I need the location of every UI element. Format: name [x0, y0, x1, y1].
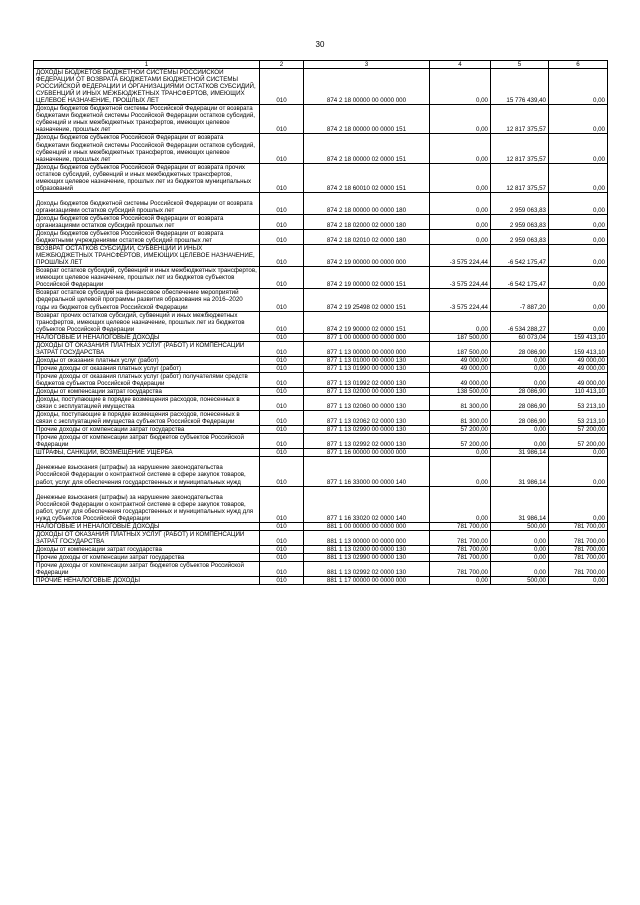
- row-label: Доходы, поступающие в порядке возмещения расходов, понесенных в связи с эксплуатацией имущества: [36, 396, 240, 411]
- row-label: Доходы от оказания платных услуг (работ): [36, 356, 159, 364]
- cell-unexecuted: 0,00: [549, 134, 608, 163]
- table-row: [34, 341, 608, 356]
- cell-executed: 31 986,14: [491, 457, 549, 486]
- cell-unexecuted: 781 700,00: [549, 545, 608, 553]
- cell-approved: -3 575 224,44: [430, 289, 491, 311]
- cell-line-code: 010: [260, 562, 304, 577]
- cell-unexecuted: 0,00: [549, 289, 608, 311]
- cell-approved: 49 000,00: [430, 364, 491, 372]
- cell-unexecuted: 0,00: [549, 69, 608, 105]
- cell-unexecuted: 0,00: [549, 311, 608, 333]
- cell-approved: 187 500,00: [430, 333, 491, 341]
- cell-name: [34, 486, 260, 522]
- row-label: Возврат прочих остатков субсидий, субвенций и иных межбюджетных трансфертов, имеющих целевое назначение, прошлых лет из бюджетов субъектов Российской Федерации: [36, 311, 245, 333]
- cell-executed: -6 542 175,47: [491, 267, 549, 289]
- cell-executed: 12 817 375,57: [491, 163, 549, 192]
- cell-line-code: 010: [260, 333, 304, 341]
- cell-unexecuted: 57 200,00: [549, 426, 608, 434]
- cell-budget-code: 881 1 13 02990 00 0000 130: [304, 553, 430, 561]
- cell-approved: 0,00: [430, 457, 491, 486]
- row-label: Доходы бюджетов субъектов Российской Федерации от возврата прочих остатков субсидий, субвенций и иных межбюджетных трансфертов, имеющих целевое назначение, прошлых лет из бюджетов муниципальных образований: [36, 163, 252, 192]
- column-header: 4: [430, 61, 491, 69]
- cell-budget-code: 877 1 13 02990 00 0000 130: [304, 426, 430, 434]
- cell-budget-code: 877 1 13 02062 02 0000 130: [304, 411, 430, 426]
- page-number: 30: [315, 40, 325, 49]
- cell-name: [34, 522, 260, 530]
- cell-name: [34, 411, 260, 426]
- cell-executed: -7 887,20: [491, 289, 549, 311]
- cell-name: [34, 267, 260, 289]
- cell-line-code: 010: [260, 69, 304, 105]
- cell-unexecuted: 49 000,00: [549, 356, 608, 364]
- cell-approved: 0,00: [430, 105, 491, 134]
- cell-unexecuted: 0,00: [549, 486, 608, 522]
- cell-executed: 0,00: [491, 545, 549, 553]
- row-label: Доходы, поступающие в порядке возмещения расходов, понесенных в связи с эксплуатацией имущества субъектов Российской Федерации: [36, 411, 240, 426]
- cell-unexecuted: 159 413,10: [549, 341, 608, 356]
- cell-unexecuted: 110 413,10: [549, 388, 608, 396]
- cell-budget-code: 874 2 18 00000 00 0000 000: [304, 69, 430, 105]
- cell-budget-code: 877 1 13 02060 00 0000 130: [304, 396, 430, 411]
- cell-budget-code: 874 2 18 00000 00 0000 180: [304, 192, 430, 214]
- table-row: [34, 426, 608, 434]
- cell-line-code: 010: [260, 372, 304, 387]
- cell-line-code: 010: [260, 364, 304, 372]
- cell-executed: 0,00: [491, 530, 549, 545]
- cell-line-code: 010: [260, 356, 304, 364]
- cell-line-code: 010: [260, 245, 304, 267]
- cell-executed: 15 776 439,40: [491, 69, 549, 105]
- header-row: [34, 61, 608, 69]
- cell-approved: 81 300,00: [430, 396, 491, 411]
- row-label: Прочие доходы от компенсации затрат государства: [36, 426, 185, 434]
- cell-approved: 57 200,00: [430, 426, 491, 434]
- cell-approved: 0,00: [430, 134, 491, 163]
- table-row: [34, 289, 608, 311]
- cell-budget-code: 874 2 19 25498 02 0000 151: [304, 289, 430, 311]
- table-row: [34, 457, 608, 486]
- cell-line-code: 010: [260, 545, 304, 553]
- cell-budget-code: 881 1 17 00000 00 0000 000: [304, 577, 430, 585]
- cell-name: [34, 105, 260, 134]
- cell-budget-code: 874 2 18 60010 02 0000 151: [304, 163, 430, 192]
- cell-budget-code: 881 1 13 02992 02 0000 130: [304, 562, 430, 577]
- cell-unexecuted: 0,00: [549, 449, 608, 457]
- cell-approved: 138 500,00: [430, 388, 491, 396]
- cell-line-code: 010: [260, 522, 304, 530]
- row-label: ДОХОДЫ ОТ ОКАЗАНИЯ ПЛАТНЫХ УСЛУГ (РАБОТ) И КОМПЕНСАЦИИ ЗАТРАТ ГОСУДАРСТВА: [36, 530, 245, 545]
- row-label: Прочие доходы от компенсации затрат государства: [36, 553, 185, 561]
- cell-name: [34, 289, 260, 311]
- cell-executed: -6 542 175,47: [491, 245, 549, 267]
- table-row: [34, 230, 608, 245]
- cell-executed: 0,00: [491, 434, 549, 449]
- table-row: [34, 364, 608, 372]
- row-label: Доходы бюджетов бюджетной системы Российской Федерации от возврата бюджетами бюджетной системы Российской Федерации остатков субсидий, субвенций и иных межбюджетных трансфертов, имеющих целевое назначение, прошлых лет: [36, 105, 256, 134]
- table-row: [34, 411, 608, 426]
- cell-unexecuted: 0,00: [549, 245, 608, 267]
- row-label: Доходы бюджетов бюджетной системы Российской Федерации от возврата организациями остатков субсидий прошлых лет: [36, 199, 253, 214]
- cell-line-code: 010: [260, 230, 304, 245]
- row-label: ДОХОДЫ ОТ ОКАЗАНИЯ ПЛАТНЫХ УСЛУГ (РАБОТ) И КОМПЕНСАЦИИ ЗАТРАТ ГОСУДАРСТВА: [36, 341, 245, 356]
- table-row: [34, 245, 608, 267]
- cell-name: [34, 553, 260, 561]
- cell-name: [34, 577, 260, 585]
- cell-approved: 57 200,00: [430, 434, 491, 449]
- table-row: [34, 69, 608, 105]
- cell-budget-code: 881 1 13 00000 00 0000 000: [304, 530, 430, 545]
- cell-line-code: 010: [260, 267, 304, 289]
- column-header: 3: [304, 61, 430, 69]
- cell-executed: 0,00: [491, 562, 549, 577]
- cell-budget-code: 874 2 18 00000 00 0000 151: [304, 105, 430, 134]
- table-row: [34, 163, 608, 192]
- cell-executed: 28 086,90: [491, 396, 549, 411]
- table-row: [34, 562, 608, 577]
- cell-name: [34, 192, 260, 214]
- cell-name: [34, 457, 260, 486]
- cell-name: [34, 230, 260, 245]
- cell-line-code: 010: [260, 577, 304, 585]
- cell-executed: 0,00: [491, 356, 549, 364]
- cell-budget-code: 877 1 13 01992 02 0000 130: [304, 372, 430, 387]
- table-row: [34, 577, 608, 585]
- row-label: Прочие доходы от компенсации затрат бюджетов субъектов Российской Федерации: [36, 562, 244, 577]
- cell-line-code: 010: [260, 214, 304, 229]
- cell-executed: 0,00: [491, 372, 549, 387]
- cell-unexecuted: 0,00: [549, 163, 608, 192]
- cell-name: [34, 311, 260, 333]
- row-label: Денежные взыскания (штрафы) за нарушение законодательства Российской Федерации о контрактной системе в сфере закупок товаров, работ, услуг для обеспечения государственных и муниципальных нужд: [36, 464, 246, 486]
- cell-executed: -6 534 288,27: [491, 311, 549, 333]
- row-label: Доходы бюджетов субъектов Российской Федерации от возврата бюджетными учреждениями остатков субсидий прошлых лет: [36, 230, 224, 245]
- cell-unexecuted: 0,00: [549, 230, 608, 245]
- table-row: [34, 545, 608, 553]
- cell-budget-code: 877 1 13 00000 00 0000 000: [304, 341, 430, 356]
- table-row: [34, 396, 608, 411]
- cell-line-code: 010: [260, 486, 304, 522]
- table-row: [34, 522, 608, 530]
- cell-name: [34, 356, 260, 364]
- cell-name: [34, 364, 260, 372]
- table-row: [34, 530, 608, 545]
- cell-executed: 2 959 063,83: [491, 192, 549, 214]
- cell-line-code: 010: [260, 311, 304, 333]
- cell-name: [34, 388, 260, 396]
- cell-unexecuted: 57 200,00: [549, 434, 608, 449]
- row-label: НАЛОГОВЫЕ И НЕНАЛОГОВЫЕ ДОХОДЫ: [36, 333, 160, 341]
- cell-name: [34, 372, 260, 387]
- row-label: Доходы от компенсации затрат государства: [36, 388, 162, 396]
- cell-approved: 0,00: [430, 449, 491, 457]
- cell-budget-code: 877 1 00 00000 00 0000 000: [304, 333, 430, 341]
- cell-unexecuted: 0,00: [549, 577, 608, 585]
- cell-budget-code: 874 2 19 00000 00 0000 000: [304, 245, 430, 267]
- cell-unexecuted: 0,00: [549, 105, 608, 134]
- cell-executed: 31 986,14: [491, 486, 549, 522]
- cell-executed: 28 086,90: [491, 411, 549, 426]
- cell-approved: 0,00: [430, 214, 491, 229]
- row-label: ПРОЧИЕ НЕНАЛОГОВЫЕ ДОХОДЫ: [36, 577, 140, 585]
- cell-unexecuted: 159 413,10: [549, 333, 608, 341]
- cell-name: [34, 163, 260, 192]
- cell-line-code: 010: [260, 163, 304, 192]
- cell-line-code: 010: [260, 434, 304, 449]
- cell-name: [34, 545, 260, 553]
- column-header: 1: [34, 61, 260, 69]
- cell-unexecuted: 53 213,10: [549, 396, 608, 411]
- row-label: Прочие доходы от оказания платных услуг (работ): [36, 364, 182, 372]
- cell-unexecuted: 53 213,10: [549, 411, 608, 426]
- cell-budget-code: 874 2 18 02010 02 0000 180: [304, 230, 430, 245]
- table-row: [34, 333, 608, 341]
- table-row: [34, 214, 608, 229]
- cell-executed: 31 986,14: [491, 449, 549, 457]
- cell-name: [34, 214, 260, 229]
- cell-budget-code: 877 1 13 01000 00 0000 130: [304, 356, 430, 364]
- cell-budget-code: 877 1 13 01990 00 0000 130: [304, 364, 430, 372]
- cell-unexecuted: 0,00: [549, 267, 608, 289]
- cell-line-code: 010: [260, 426, 304, 434]
- cell-name: [34, 134, 260, 163]
- cell-line-code: 010: [260, 449, 304, 457]
- row-label: НАЛОГОВЫЕ И НЕНАЛОГОВЫЕ ДОХОДЫ: [36, 522, 160, 530]
- row-label: Денежные взыскания (штрафы) за нарушение законодательства Российской Федерации о контрактной системе в сфере закупок товаров, работ, услуг для обеспечения государственных и муниципальных нужд для нужд субъектов Российской Федерации: [36, 493, 254, 522]
- cell-approved: 0,00: [430, 311, 491, 333]
- cell-executed: 2 959 063,83: [491, 214, 549, 229]
- row-label: ВОЗВРАТ ОСТАТКОВ СУБСИДИЙ, СУБВЕНЦИЙ И ИНЫХ МЕЖБЮДЖЕТНЫХ ТРАНСФЕРТОВ, ИМЕЮЩИХ ЦЕЛЕВОЕ НАЗНАЧЕНИЕ, ПРОШЛЫХ ЛЕТ: [36, 245, 255, 267]
- cell-name: [34, 69, 260, 105]
- cell-line-code: 010: [260, 457, 304, 486]
- cell-executed: 60 073,04: [491, 333, 549, 341]
- cell-executed: 12 817 375,57: [491, 105, 549, 134]
- revenue-table: [33, 60, 608, 585]
- cell-name: [34, 245, 260, 267]
- table-row: [34, 311, 608, 333]
- cell-executed: 12 817 375,57: [491, 134, 549, 163]
- cell-approved: 49 000,00: [430, 356, 491, 364]
- row-label: Доходы бюджетов субъектов Российской Федерации от возврата бюджетами бюджетной системы Российской Федерации остатков субсидий, субвенций и иных межбюджетных трансфертов, имеющих целевое назначение, прошлых лет: [36, 134, 256, 163]
- row-label: Возврат остатков субсидий, субвенций и иных межбюджетных трансфертов, имеющих целевое назначение, прошлых лет из бюджетов субъектов Российской Федерации: [36, 267, 257, 289]
- cell-name: [34, 562, 260, 577]
- cell-unexecuted: 0,00: [549, 214, 608, 229]
- cell-approved: -3 575 224,44: [430, 245, 491, 267]
- cell-approved: 0,00: [430, 192, 491, 214]
- cell-line-code: 010: [260, 530, 304, 545]
- cell-budget-code: 877 1 13 02000 00 0000 130: [304, 388, 430, 396]
- cell-approved: 0,00: [430, 577, 491, 585]
- cell-unexecuted: 781 700,00: [549, 530, 608, 545]
- cell-budget-code: 874 2 18 02000 02 0000 180: [304, 214, 430, 229]
- table-row: [34, 356, 608, 364]
- cell-approved: 0,00: [430, 163, 491, 192]
- cell-approved: 781 700,00: [430, 530, 491, 545]
- cell-approved: 0,00: [430, 230, 491, 245]
- cell-line-code: 010: [260, 553, 304, 561]
- cell-executed: 0,00: [491, 426, 549, 434]
- cell-approved: 49 000,00: [430, 372, 491, 387]
- cell-line-code: 010: [260, 396, 304, 411]
- cell-budget-code: 881 1 00 00000 00 0000 000: [304, 522, 430, 530]
- cell-budget-code: 874 2 19 90000 02 0000 151: [304, 311, 430, 333]
- cell-executed: 28 086,90: [491, 341, 549, 356]
- cell-name: [34, 530, 260, 545]
- table-row: [34, 192, 608, 214]
- column-header: 6: [549, 61, 608, 69]
- table-row: [34, 553, 608, 561]
- table-row: [34, 105, 608, 134]
- row-label: ШТРАФЫ, САНКЦИИ, ВОЗМЕЩЕНИЕ УЩЕРБА: [36, 449, 173, 457]
- cell-unexecuted: 0,00: [549, 457, 608, 486]
- cell-budget-code: 881 1 13 02000 00 0000 130: [304, 545, 430, 553]
- cell-executed: 0,00: [491, 364, 549, 372]
- cell-unexecuted: 49 000,00: [549, 364, 608, 372]
- cell-unexecuted: 0,00: [549, 192, 608, 214]
- table-row: [34, 449, 608, 457]
- cell-name: [34, 434, 260, 449]
- cell-unexecuted: 781 700,00: [549, 522, 608, 530]
- cell-executed: 2 959 063,83: [491, 230, 549, 245]
- table-body: [34, 69, 608, 585]
- row-label: Доходы от компенсации затрат государства: [36, 545, 162, 553]
- cell-line-code: 010: [260, 192, 304, 214]
- cell-line-code: 010: [260, 134, 304, 163]
- cell-unexecuted: 781 700,00: [549, 562, 608, 577]
- cell-approved: 0,00: [430, 486, 491, 522]
- cell-budget-code: 877 1 13 02992 02 0000 130: [304, 434, 430, 449]
- cell-budget-code: 874 2 19 00000 02 0000 151: [304, 267, 430, 289]
- cell-line-code: 010: [260, 289, 304, 311]
- row-label: Прочие доходы от оказания платных услуг (работ) получателями средств бюджетов субъектов Российской Федерации: [36, 372, 248, 387]
- cell-budget-code: 877 1 16 33000 00 0000 140: [304, 457, 430, 486]
- cell-approved: 81 300,00: [430, 411, 491, 426]
- cell-name: [34, 341, 260, 356]
- cell-approved: 187 500,00: [430, 341, 491, 356]
- cell-executed: 500,00: [491, 577, 549, 585]
- cell-unexecuted: 49 000,00: [549, 372, 608, 387]
- table-row: [34, 486, 608, 522]
- cell-approved: 781 700,00: [430, 522, 491, 530]
- cell-name: [34, 449, 260, 457]
- cell-executed: 0,00: [491, 553, 549, 561]
- cell-budget-code: 877 1 16 33020 02 0000 140: [304, 486, 430, 522]
- cell-approved: 781 700,00: [430, 562, 491, 577]
- table-row: [34, 372, 608, 387]
- cell-line-code: 010: [260, 411, 304, 426]
- column-header: 5: [491, 61, 549, 69]
- cell-approved: -3 575 224,44: [430, 267, 491, 289]
- cell-approved: 781 700,00: [430, 545, 491, 553]
- table-header: [34, 61, 608, 69]
- cell-budget-code: 877 1 16 00000 00 0000 000: [304, 449, 430, 457]
- row-label: Доходы бюджетов субъектов Российской Федерации от возврата организациями остатков субсидий прошлых лет: [36, 214, 224, 229]
- cell-budget-code: 874 2 18 00000 02 0000 151: [304, 134, 430, 163]
- table-row: [34, 434, 608, 449]
- cell-approved: 0,00: [430, 69, 491, 105]
- row-label: ДОХОДЫ БЮДЖЕТОВ БЮДЖЕТНОЙ СИСТЕМЫ РОССИЙСКОЙ ФЕДЕРАЦИИ ОТ ВОЗВРАТА БЮДЖЕТАМИ БЮДЖЕТНОЙ СИСТЕМЫ РОССИЙСКОЙ ФЕДЕРАЦИИ И ОРГАНИЗАЦИЯМИ ОСТАТКОВ СУБСИДИЙ, СУБВЕНЦИЙ И ИНЫХ МЕЖБЮДЖЕТНЫХ ТРАНСФЕРТОВ, ИМЕЮЩИХ ЦЕЛЕВОЕ НАЗНАЧЕНИЕ, ПРОШЛЫХ ЛЕТ: [36, 69, 256, 105]
- table-row: [34, 134, 608, 163]
- cell-executed: 28 086,90: [491, 388, 549, 396]
- row-label: Возврат остатков субсидий на финансовое обеспечение мероприятий федеральной целевой программы развития образования на 2016–2020 годы из бюджетов субъектов Российской Федерации: [36, 289, 243, 311]
- cell-name: [34, 333, 260, 341]
- cell-unexecuted: 781 700,00: [549, 553, 608, 561]
- table-row: [34, 267, 608, 289]
- cell-approved: 781 700,00: [430, 553, 491, 561]
- cell-name: [34, 426, 260, 434]
- cell-executed: 500,00: [491, 522, 549, 530]
- cell-line-code: 010: [260, 105, 304, 134]
- cell-line-code: 010: [260, 388, 304, 396]
- cell-line-code: 010: [260, 341, 304, 356]
- row-label: Прочие доходы от компенсации затрат бюджетов субъектов Российской Федерации: [36, 434, 244, 449]
- column-header: 2: [260, 61, 304, 69]
- table-row: [34, 388, 608, 396]
- cell-name: [34, 396, 260, 411]
